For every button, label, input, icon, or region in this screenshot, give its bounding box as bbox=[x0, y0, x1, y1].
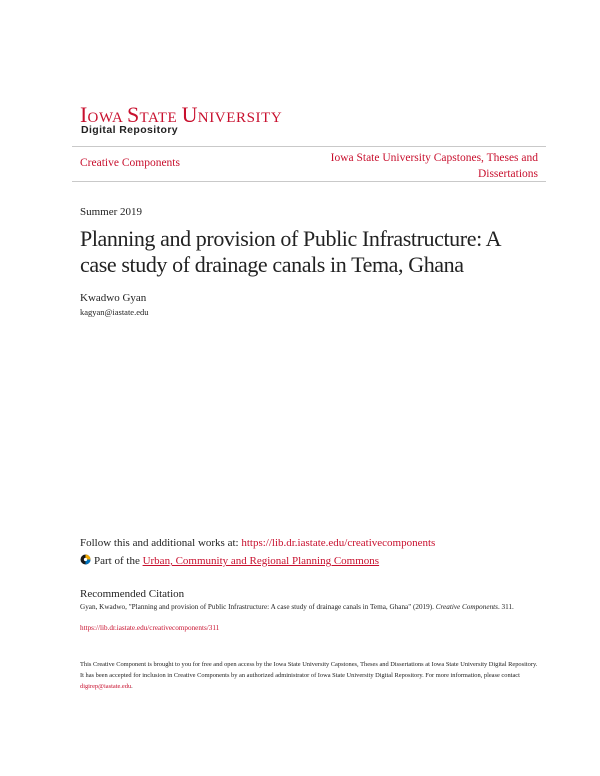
author-name: Kwadwo Gyan bbox=[80, 292, 147, 304]
logo-text: NIVERSITY bbox=[197, 110, 283, 126]
citation-body: Gyan, Kwadwo, "Planning and provision of Public Infrastructure: A case study of drainage canals in Tema, Ghana" (2019). bbox=[80, 603, 436, 611]
part-of-prefix: Part of the bbox=[94, 555, 143, 567]
citation-number: . 311. bbox=[497, 603, 514, 611]
logo-letter: I bbox=[80, 102, 88, 127]
contact-email-link[interactable]: digirep@iastate.edu bbox=[80, 683, 132, 690]
commons-link[interactable]: Urban, Community and Regional Planning Commons bbox=[142, 555, 380, 567]
citation-heading: Recommended Citation bbox=[80, 588, 185, 600]
logo-letter: S bbox=[127, 102, 140, 127]
access-statement bbox=[80, 659, 540, 692]
follow-url-link[interactable]: https://lib.dr.iastate.edu/creativecomponents bbox=[241, 537, 436, 549]
logo-subtitle: Digital Repository bbox=[81, 124, 179, 136]
author-email: kagyan@iastate.edu bbox=[80, 307, 149, 317]
document-title: Planning and provision of Public Infrastructure: A case study of drainage canals in Tema, Ghana bbox=[80, 226, 500, 277]
logo-text: TATE bbox=[139, 110, 182, 126]
university-logo[interactable] bbox=[80, 104, 282, 126]
follow-prefix: Follow this and additional works at: bbox=[80, 537, 242, 549]
bottom-divider bbox=[72, 181, 546, 182]
collection-link[interactable]: Creative Components bbox=[80, 157, 180, 169]
citation-url-link[interactable]: https://lib.dr.iastate.edu/creativecomponents/311 bbox=[80, 624, 220, 632]
logo-letter: U bbox=[181, 102, 198, 127]
part-of-line bbox=[80, 554, 379, 567]
citation-text bbox=[80, 602, 540, 613]
logo-text: OWA bbox=[87, 110, 128, 126]
top-divider bbox=[72, 146, 546, 147]
access-statement-text: This Creative Component is brought to you for free and open access by the Iowa State University Capstones, Theses and Dissertations at Iowa State University Digital Repository. It has been accepted for inclusion in Creative Components by an authorized administrator of Iowa State University Digital Repository. For more information, please contact bbox=[80, 661, 538, 679]
publication-date: Summer 2019 bbox=[80, 206, 143, 218]
parent-collection-link[interactable]: Iowa State University Capstones, Theses and Dissertations bbox=[330, 152, 538, 180]
follow-line bbox=[80, 537, 435, 549]
citation-series: Creative Components bbox=[435, 603, 498, 611]
network-icon bbox=[80, 554, 91, 565]
access-statement-end: . bbox=[131, 683, 133, 690]
